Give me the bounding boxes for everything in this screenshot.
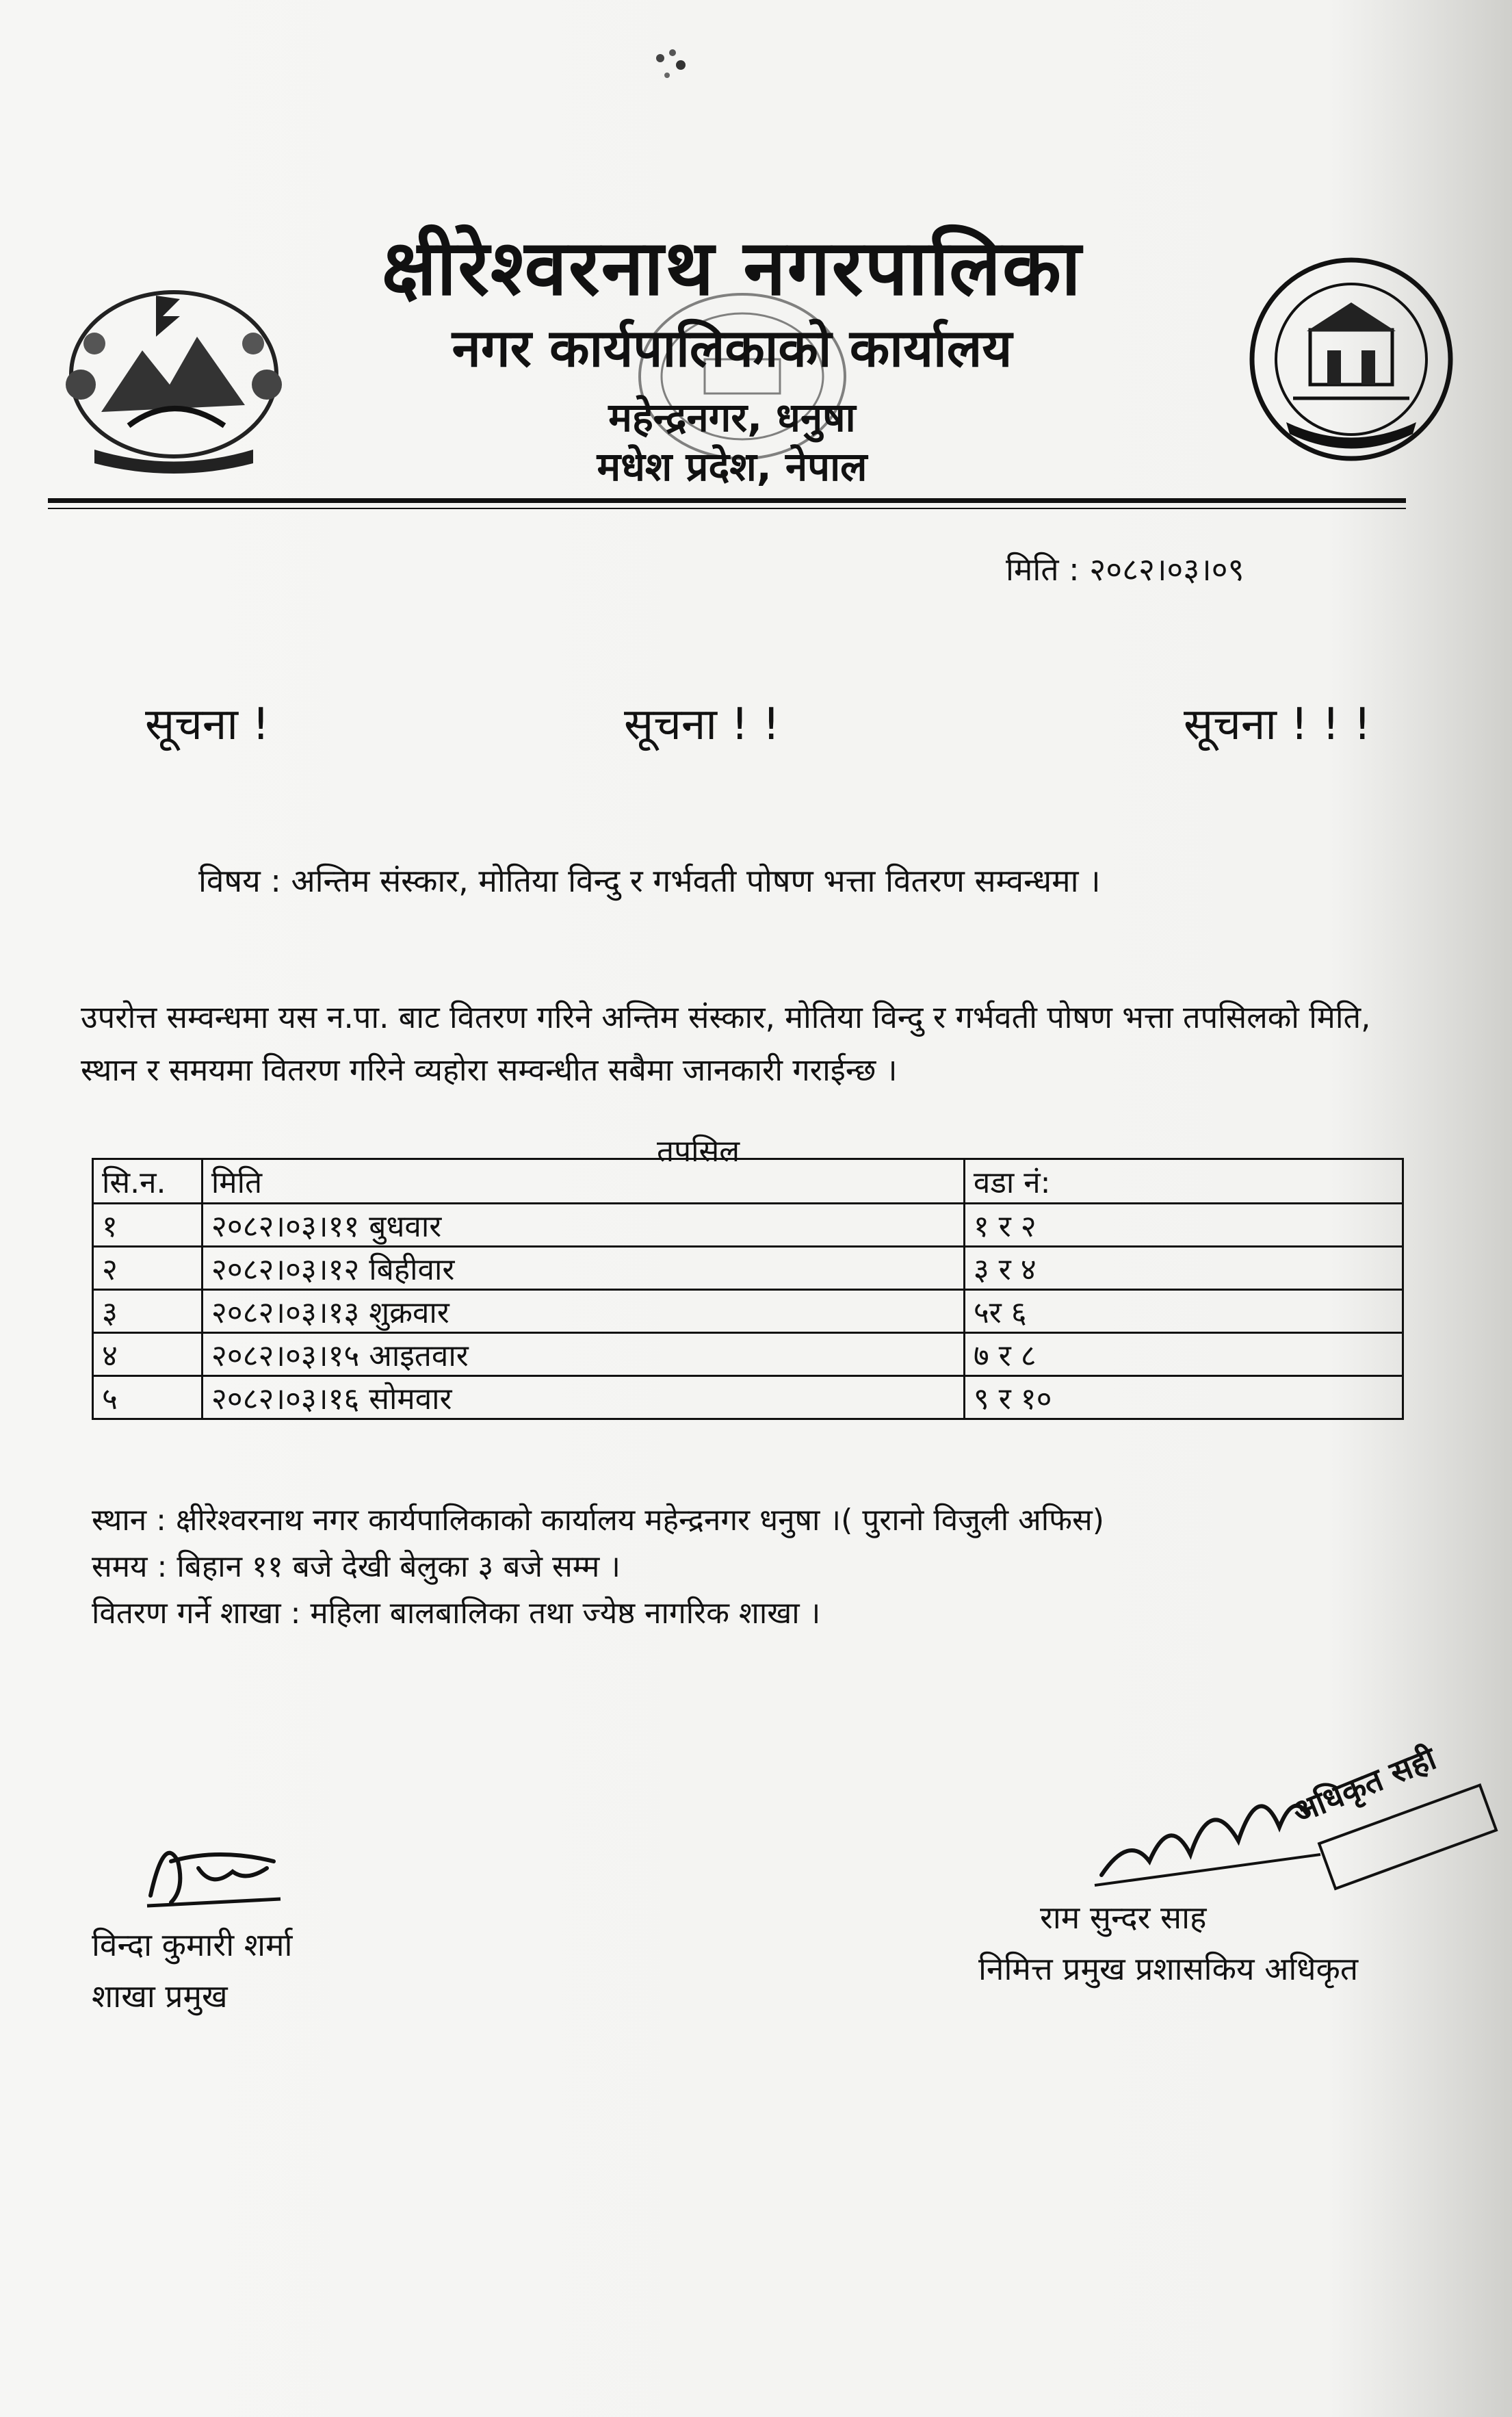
table-row: [93, 1204, 1403, 1247]
table-row: [93, 1290, 1403, 1333]
header-rule-thin: [48, 508, 1406, 509]
cell-date: २०८२।०३।१५ आइतवार: [202, 1333, 964, 1376]
address-line-2: मधेश प्रदेश, नेपाल: [597, 443, 868, 490]
cell-serial: २: [93, 1247, 203, 1290]
cell-serial: ३: [93, 1290, 203, 1333]
table-header-row: [93, 1159, 1403, 1204]
table-row: [93, 1376, 1403, 1419]
cell-ward: १ र २: [964, 1204, 1403, 1247]
cell-serial: १: [93, 1204, 203, 1247]
heading-notice-2: सूचना ! !: [624, 699, 780, 750]
header-rule-thick: [48, 498, 1406, 503]
heading-notice-3: सूचना ! ! !: [1184, 699, 1371, 750]
scan-spot: [647, 38, 694, 92]
cell-ward: ७ र ८: [964, 1333, 1403, 1376]
municipality-name: क्षीरेश्वरनाथ नगरपालिका: [381, 224, 1083, 313]
cell-date: २०८२।०३।११ बुधवार: [202, 1204, 964, 1247]
signatory-right-name: राम सुन्दर साह: [1040, 1899, 1207, 1936]
distribution-schedule-table: [92, 1158, 1404, 1420]
time-line: समय : बिहान ११ बजे देखी बेलुका ३ बजे सम्म ।: [92, 1549, 621, 1584]
signature-left-icon: [137, 1820, 294, 1916]
header-date: मिति: [202, 1159, 964, 1204]
cell-date: २०८२।०३।१२ बिहीवार: [202, 1247, 964, 1290]
cell-date: २०८२।०३।१६ सोमवार: [202, 1376, 964, 1419]
cell-serial: ५: [93, 1376, 203, 1419]
cell-serial: ४: [93, 1333, 203, 1376]
signatory-right-title: निमित्त प्रमुख प्रशासकिय अधिकृत: [978, 1950, 1359, 1987]
location-line: स्थान : क्षीरेश्वरनाथ नगर कार्यपालिकाको कार्यालय महेन्द्रनगर धनुषा ।( पुरानो विजुली अफिस): [92, 1503, 1104, 1538]
header-ward: वडा नं:: [964, 1159, 1403, 1204]
cell-ward: ५र ६: [964, 1290, 1403, 1333]
header-serial: सि.न.: [93, 1159, 203, 1204]
municipality-logo-icon: [1245, 255, 1457, 464]
signatory-left-title: शाखा प्रमुख: [92, 1978, 228, 2015]
table-row: [93, 1247, 1403, 1290]
notice-date: मिति : २०८२।०३।०९: [1006, 551, 1244, 588]
notice-paragraph: उपरोत्त सम्वन्धमा यस न.पा. बाट वितरण गरिने अन्तिम संस्कार, मोतिया विन्दु र गर्भवती पोषण भत्ता तपसिलको मिति, स्थान र समयमा वितरण गरिने व्यहोरा सम्वन्धीत सबैमा जानकारी गराईन्छ ।: [81, 999, 1371, 1088]
nepal-emblem-icon: [53, 268, 294, 474]
signatory-left-name: विन्दा कुमारी शर्मा: [92, 1926, 293, 1963]
table-row: [93, 1333, 1403, 1376]
notice-subject: विषय : अन्तिम संस्कार, मोतिया विन्दु र गर्भवती पोषण भत्ता वितरण सम्वन्धमा ।: [198, 862, 1101, 899]
table-caption: तपसिल: [657, 1134, 740, 1169]
office-name: नगर कार्यपालिकाको कार्यालय: [452, 318, 1013, 378]
authorized-stamp: अधिकृत सही: [1287, 1740, 1442, 1831]
address-line-1: महेन्द्रनगर, धनुषा: [608, 394, 856, 441]
heading-notice-1: सूचना !: [145, 699, 270, 750]
cell-ward: ९ र १०: [964, 1376, 1403, 1419]
distribution-details: [92, 1497, 1433, 1637]
cell-ward: ३ र ४: [964, 1247, 1403, 1290]
branch-line: वितरण गर्ने शाखा : महिला बालबालिका तथा ज्येष्ठ नागरिक शाखा ।: [92, 1596, 821, 1631]
cell-date: २०८२।०३।१३ शुक्रवार: [202, 1290, 964, 1333]
